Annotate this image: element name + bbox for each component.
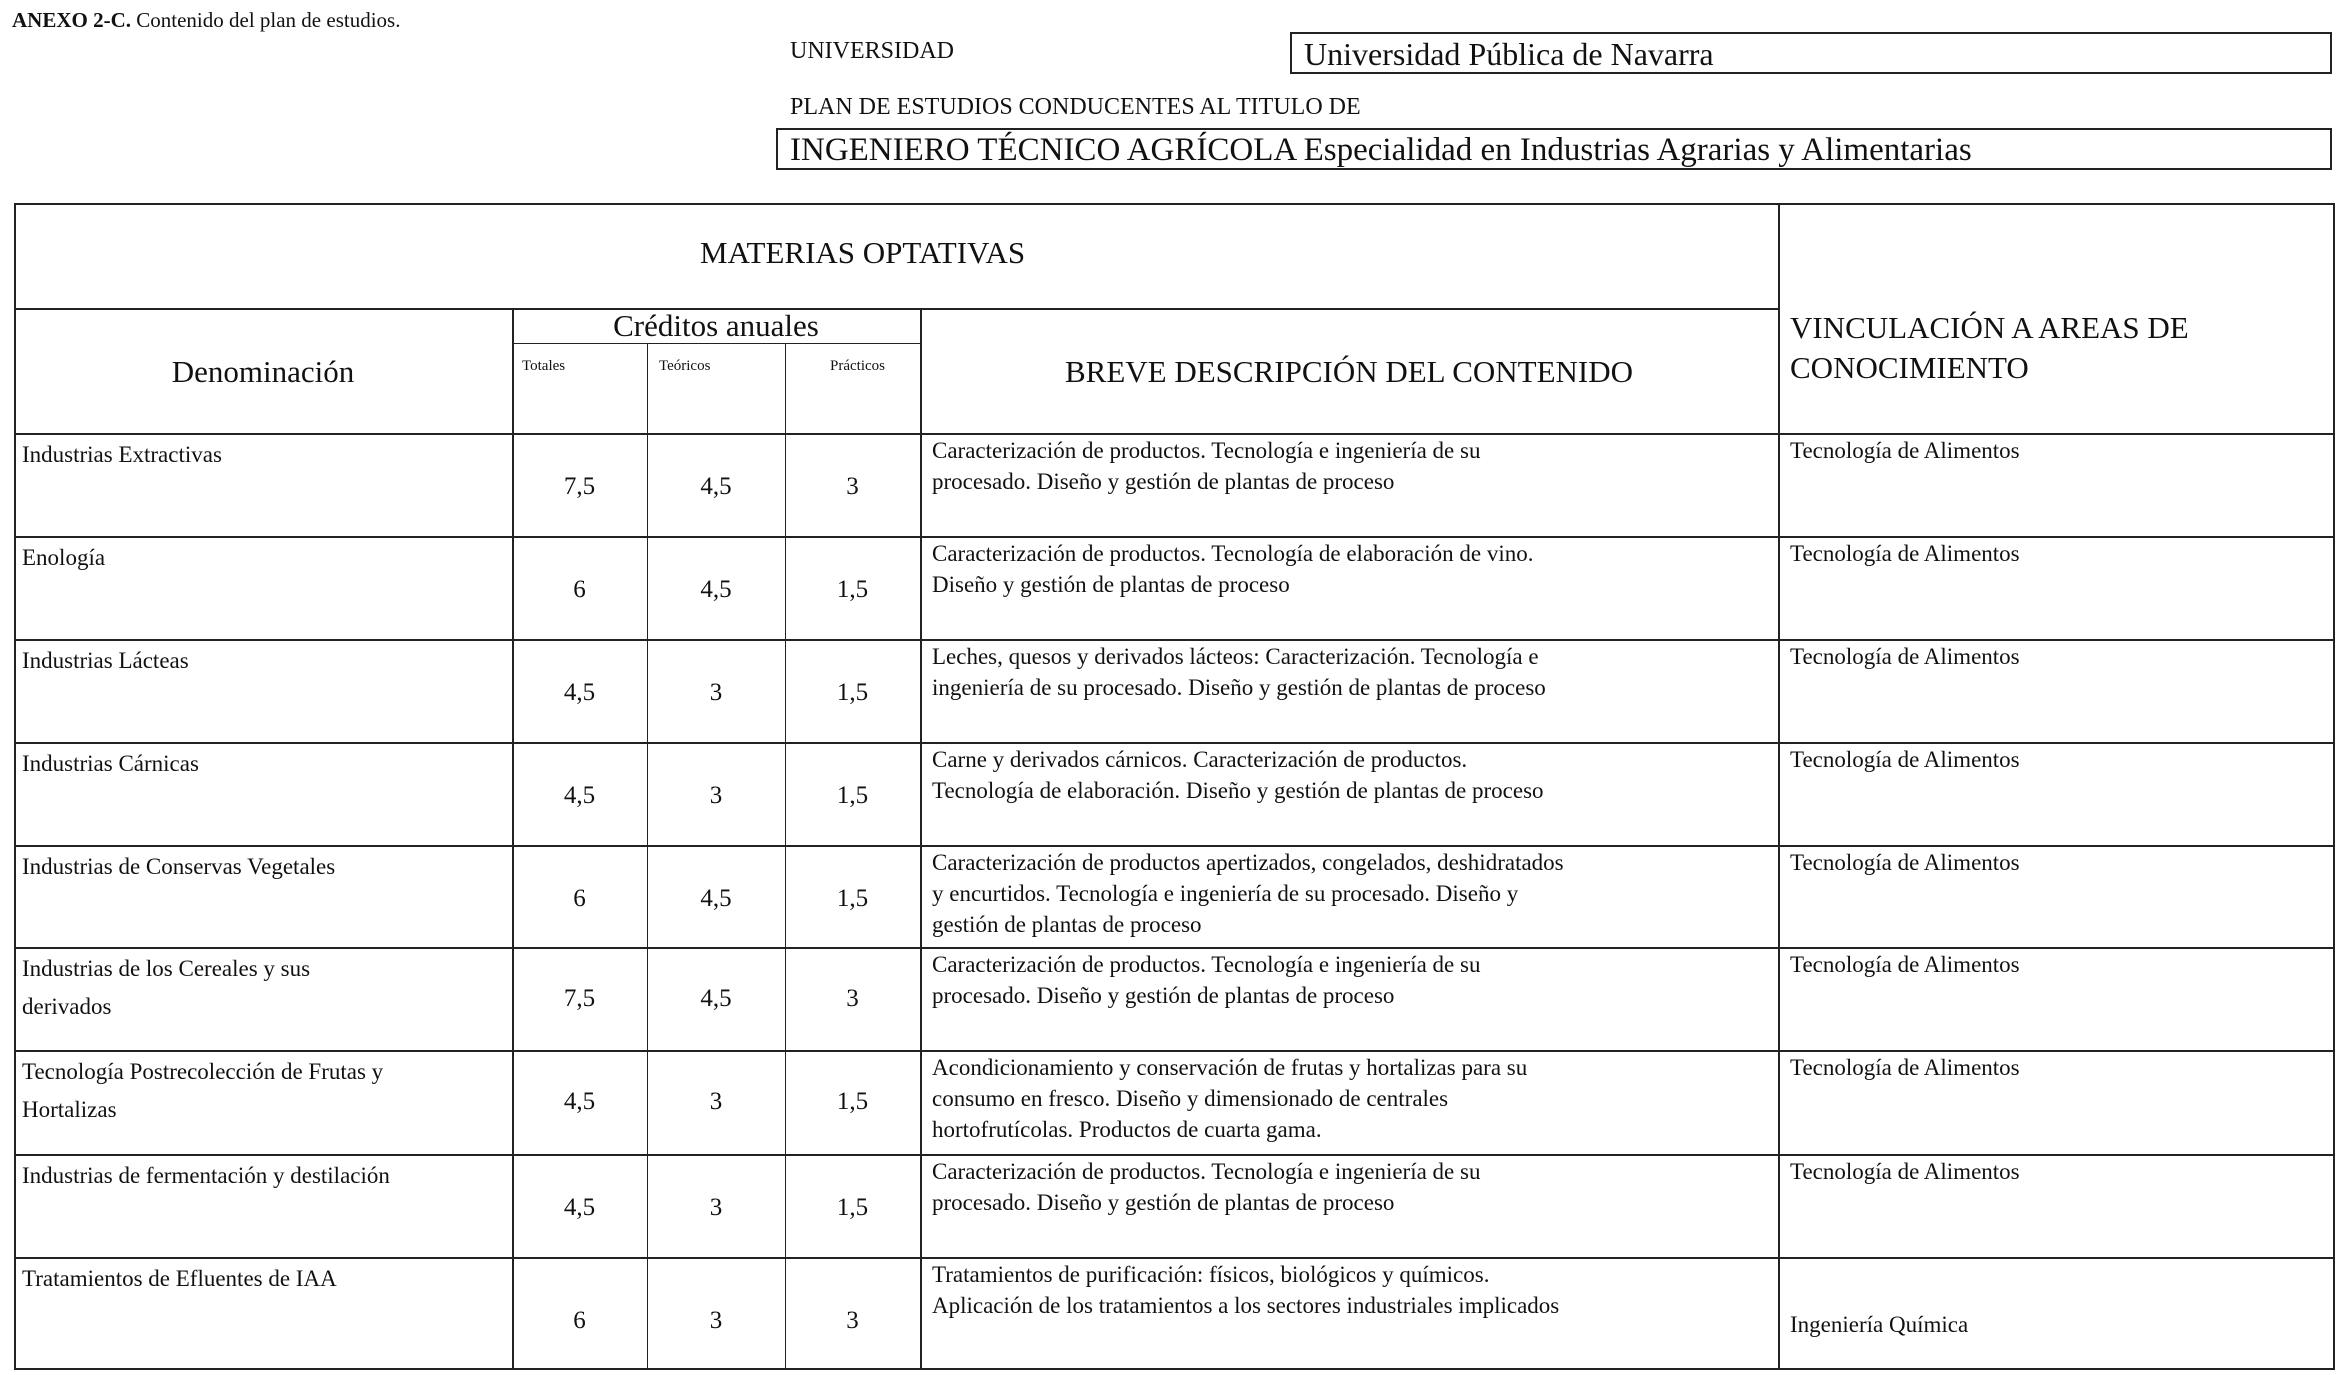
row-description-line: Tecnología de elaboración. Diseño y gestión de plantas de proceso (932, 778, 1544, 803)
row-theory: 4,5 (700, 473, 732, 500)
table-border-bottom (14, 1368, 2333, 1370)
row-theory: 3 (709, 782, 723, 809)
plan-label: PLAN DE ESTUDIOS CONDUCENTES AL TITULO DE (790, 94, 1361, 120)
row-description-line: hortofrutícolas. Productos de cuarta gama. (932, 1117, 1322, 1142)
row-area: Tecnología de Alimentos (1790, 850, 2020, 875)
row-area: Tecnología de Alimentos (1790, 438, 2020, 463)
row-description-line: Aplicación de los tratamientos a los sectores industriales implicados (932, 1293, 1560, 1318)
row-description-line: Acondicionamiento y conservación de frutas y hortalizas para su (932, 1055, 1528, 1080)
row-description-line: procesado. Diseño y gestión de plantas de proceso (932, 1190, 1395, 1215)
column-descripcion: BREVE DESCRIPCIÓN DEL CONTENIDO (1064, 354, 1634, 389)
plan-value: INGENIERO TÉCNICO AGRÍCOLA Especialidad en Industrias Agrarias y Alimentarias (776, 128, 2332, 170)
row-description-line: ingeniería de su procesado. Diseño y gestión de plantas de proceso (932, 675, 1546, 700)
row-description-line: Caracterización de productos. Tecnología e ingeniería de su (932, 952, 1481, 977)
column-totales: Totales (522, 358, 566, 374)
table-border-right (2333, 203, 2335, 1370)
row-total: 6 (573, 885, 586, 912)
row-name: Tratamientos de Efluentes de IAA (22, 1266, 337, 1291)
row-practice: 3 (846, 473, 859, 500)
row-theory: 3 (709, 1088, 723, 1115)
row-name: Enología (22, 545, 106, 570)
row-description-line: consumo en fresco. Diseño y dimensionado de centrales (932, 1086, 1449, 1111)
annex-label: ANEXO 2-C. (12, 8, 131, 32)
university-label: UNIVERSIDAD (790, 38, 954, 64)
row-description-line: procesado. Diseño y gestión de plantas de proceso (932, 983, 1395, 1008)
row-description-line: Caracterización de productos apertizados, congelados, deshidratados (932, 850, 1564, 875)
row-total: 7,5 (563, 473, 596, 500)
row-name: Industrias Extractivas (22, 442, 222, 467)
row-area: Tecnología de Alimentos (1790, 747, 2020, 772)
area-column-rule (1778, 203, 1780, 1368)
row-description-line: procesado. Diseño y gestión de plantas de proceso (932, 469, 1395, 494)
table-title: MATERIAS OPTATIVAS (700, 235, 1026, 270)
row-description-line: y encurtidos. Tecnología e ingeniería de su procesado. Diseño y (932, 881, 1519, 906)
university-value: Universidad Pública de Navarra (1290, 32, 2332, 74)
row-area: Ingeniería Química (1790, 1312, 1969, 1337)
row-description-line: Caracterización de productos. Tecnología e ingeniería de su (932, 438, 1481, 463)
row-area: Tecnología de Alimentos (1790, 952, 2020, 977)
row-name: Tecnología Postrecolección de Frutas y (22, 1059, 384, 1084)
row-description-line: Caracterización de productos. Tecnología e ingeniería de su (932, 1159, 1481, 1184)
row-theory: 3 (709, 1194, 723, 1221)
row-practice: 1,5 (836, 576, 869, 603)
row-theory: 3 (709, 1307, 723, 1334)
column-area-line2: CONOCIMIENTO (1790, 350, 2029, 385)
row-area: Tecnología de Alimentos (1790, 644, 2020, 669)
row-theory: 3 (709, 679, 723, 706)
row-total: 6 (573, 1307, 586, 1334)
row-name: Industrias Cárnicas (22, 751, 199, 776)
row-name: derivados (22, 994, 112, 1019)
row-name: Industrias Lácteas (22, 648, 189, 673)
row-total: 4,5 (563, 1194, 596, 1221)
row-name: Hortalizas (22, 1097, 117, 1122)
annex-heading (12, 8, 400, 33)
row-total: 6 (573, 576, 586, 603)
row-practice: 3 (846, 1307, 859, 1334)
row-practice: 1,5 (836, 679, 869, 706)
row-theory: 4,5 (700, 985, 732, 1012)
row-area: Tecnología de Alimentos (1790, 1159, 2020, 1184)
row-description-line: Diseño y gestión de plantas de proceso (932, 572, 1290, 597)
row-total: 4,5 (563, 1088, 596, 1115)
row-description-line: Leches, quesos y derivados lácteos: Caracterización. Tecnología e (932, 644, 1539, 669)
row-practice: 3 (846, 985, 859, 1012)
row-description-line: Carne y derivados cárnicos. Caracterización de productos. (932, 747, 1468, 772)
row-total: 7,5 (563, 985, 596, 1012)
row-description-line: gestión de plantas de proceso (932, 912, 1202, 937)
column-teoricos: Teóricos (659, 358, 711, 374)
row-theory: 4,5 (700, 576, 732, 603)
row-area: Tecnología de Alimentos (1790, 1055, 2020, 1080)
row-description-line: Caracterización de productos. Tecnología de elaboración de vino. (932, 541, 1534, 566)
row-theory: 4,5 (700, 885, 732, 912)
table-border-top (14, 203, 2333, 205)
row-name: Industrias de Conservas Vegetales (22, 854, 336, 879)
column-denominacion: Denominación (171, 354, 355, 389)
row-practice: 1,5 (836, 1088, 869, 1115)
practice-right-rule (920, 308, 922, 1368)
credits-header: Créditos anuales (613, 308, 819, 343)
row-practice: 1,5 (836, 885, 869, 912)
annex-text: Contenido del plan de estudios. (131, 8, 401, 32)
row-name: Industrias de fermentación y destilación (22, 1163, 390, 1188)
row-name: Industrias de los Cereales y sus (22, 956, 311, 981)
row-total: 4,5 (563, 782, 596, 809)
row-total: 4,5 (563, 679, 596, 706)
row-practice: 1,5 (836, 1194, 869, 1221)
row-area: Tecnología de Alimentos (1790, 541, 2020, 566)
row-description-line: Tratamientos de purificación: físicos, biológicos y químicos. (932, 1262, 1490, 1287)
row-practice: 1,5 (836, 782, 869, 809)
column-practicos: Prácticos (830, 358, 885, 374)
column-area-line1: VINCULACIÓN A AREAS DE (1790, 310, 2189, 345)
